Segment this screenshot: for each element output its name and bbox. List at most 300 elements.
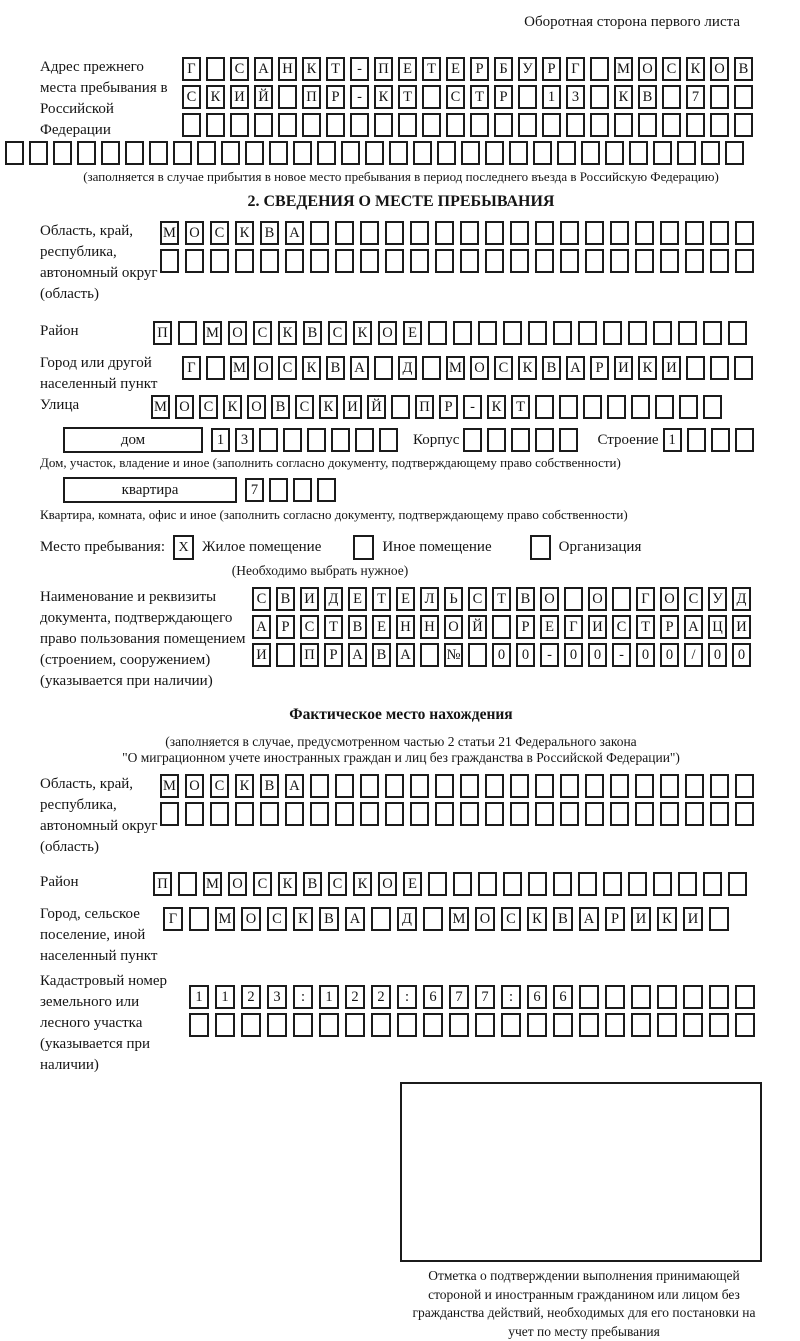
char-cell[interactable]: - <box>350 57 369 81</box>
char-cell[interactable]: 0 <box>708 643 727 667</box>
char-cell[interactable]: 0 <box>516 643 535 667</box>
char-cell[interactable]: К <box>302 356 321 380</box>
char-cell[interactable] <box>578 321 597 345</box>
char-cell[interactable]: 2 <box>345 985 365 1009</box>
char-cell[interactable] <box>178 321 197 345</box>
char-cell[interactable] <box>511 428 530 452</box>
char-cell[interactable]: А <box>579 907 599 931</box>
char-cell[interactable]: К <box>518 356 537 380</box>
char-cell[interactable]: Е <box>540 615 559 639</box>
char-cell[interactable] <box>585 221 604 245</box>
char-cell[interactable] <box>310 774 329 798</box>
char-cell[interactable]: С <box>612 615 631 639</box>
char-cell[interactable] <box>685 774 704 798</box>
char-cell[interactable] <box>278 113 297 137</box>
char-cell[interactable] <box>535 774 554 798</box>
char-cell[interactable]: И <box>683 907 703 931</box>
char-cell[interactable]: Е <box>398 57 417 81</box>
char-cell[interactable] <box>221 141 240 165</box>
char-cell[interactable] <box>410 802 429 826</box>
char-cell[interactable] <box>542 113 561 137</box>
char-cell[interactable] <box>341 141 360 165</box>
char-cell[interactable] <box>660 249 679 273</box>
char-cell[interactable]: В <box>372 643 391 667</box>
char-cell[interactable] <box>285 249 304 273</box>
char-cell[interactable] <box>494 113 513 137</box>
char-cell[interactable] <box>437 141 456 165</box>
char-cell[interactable]: К <box>278 872 297 896</box>
char-cell[interactable]: Р <box>324 643 343 667</box>
char-cell[interactable] <box>478 872 497 896</box>
char-cell[interactable] <box>710 249 729 273</box>
char-cell[interactable] <box>475 1013 495 1037</box>
char-cell[interactable] <box>310 802 329 826</box>
char-cell[interactable]: С <box>468 587 487 611</box>
char-cell[interactable] <box>391 395 410 419</box>
char-cell[interactable]: Г <box>566 57 585 81</box>
char-cell[interactable] <box>686 356 705 380</box>
char-cell[interactable]: С <box>253 872 272 896</box>
char-cell[interactable]: 6 <box>527 985 547 1009</box>
char-cell[interactable] <box>585 774 604 798</box>
char-cell[interactable]: А <box>396 643 415 667</box>
char-cell[interactable]: И <box>252 643 271 667</box>
char-cell[interactable] <box>293 478 312 502</box>
char-cell[interactable] <box>125 141 144 165</box>
char-cell[interactable] <box>703 395 722 419</box>
char-cell[interactable] <box>653 872 672 896</box>
char-cell[interactable]: Г <box>564 615 583 639</box>
char-cell[interactable] <box>206 57 225 81</box>
char-cell[interactable]: В <box>303 872 322 896</box>
char-cell[interactable] <box>560 774 579 798</box>
char-cell[interactable] <box>734 356 753 380</box>
char-cell[interactable]: О <box>710 57 729 81</box>
char-cell[interactable]: С <box>267 907 287 931</box>
char-cell[interactable]: 1 <box>542 85 561 109</box>
char-cell[interactable]: 1 <box>189 985 209 1009</box>
char-cell[interactable] <box>449 1013 469 1037</box>
char-cell[interactable]: Й <box>367 395 386 419</box>
char-cell[interactable] <box>355 428 374 452</box>
char-cell[interactable]: О <box>475 907 495 931</box>
char-cell[interactable] <box>385 221 404 245</box>
char-cell[interactable]: С <box>501 907 521 931</box>
char-cell[interactable]: С <box>494 356 513 380</box>
char-cell[interactable]: Р <box>470 57 489 81</box>
char-cell[interactable] <box>734 85 753 109</box>
char-cell[interactable]: П <box>300 643 319 667</box>
char-cell[interactable] <box>335 802 354 826</box>
char-cell[interactable]: 3 <box>235 428 254 452</box>
checkbox-residential[interactable]: X <box>173 535 194 560</box>
char-cell[interactable]: Ц <box>708 615 727 639</box>
char-cell[interactable] <box>379 428 398 452</box>
char-cell[interactable]: Й <box>254 85 273 109</box>
char-cell[interactable] <box>687 428 706 452</box>
char-cell[interactable]: Ь <box>444 587 463 611</box>
char-cell[interactable] <box>735 428 754 452</box>
char-cell[interactable]: П <box>302 85 321 109</box>
char-cell[interactable] <box>173 141 192 165</box>
char-cell[interactable]: 7 <box>449 985 469 1009</box>
char-cell[interactable]: О <box>247 395 266 419</box>
house-box[interactable]: дом <box>63 427 203 453</box>
char-cell[interactable]: П <box>153 321 172 345</box>
char-cell[interactable] <box>461 141 480 165</box>
char-cell[interactable] <box>510 249 529 273</box>
char-cell[interactable] <box>29 141 48 165</box>
char-cell[interactable]: О <box>470 356 489 380</box>
char-cell[interactable]: О <box>444 615 463 639</box>
char-cell[interactable] <box>709 1013 729 1037</box>
char-cell[interactable]: А <box>285 221 304 245</box>
char-cell[interactable]: Т <box>398 85 417 109</box>
char-cell[interactable]: 2 <box>241 985 261 1009</box>
char-cell[interactable] <box>365 141 384 165</box>
char-cell[interactable]: К <box>686 57 705 81</box>
char-cell[interactable]: Е <box>403 872 422 896</box>
checkbox-other-premises[interactable] <box>353 535 374 560</box>
char-cell[interactable] <box>735 802 754 826</box>
char-cell[interactable] <box>590 85 609 109</box>
char-cell[interactable] <box>709 985 729 1009</box>
char-cell[interactable]: О <box>254 356 273 380</box>
char-cell[interactable] <box>460 802 479 826</box>
char-cell[interactable] <box>331 428 350 452</box>
char-cell[interactable] <box>735 249 754 273</box>
char-cell[interactable] <box>302 113 321 137</box>
char-cell[interactable]: В <box>348 615 367 639</box>
char-cell[interactable]: Р <box>439 395 458 419</box>
char-cell[interactable] <box>317 141 336 165</box>
char-cell[interactable] <box>655 395 674 419</box>
char-cell[interactable] <box>345 1013 365 1037</box>
char-cell[interactable]: Г <box>182 57 201 81</box>
char-cell[interactable] <box>189 1013 209 1037</box>
char-cell[interactable] <box>371 1013 391 1037</box>
char-cell[interactable] <box>276 643 295 667</box>
char-cell[interactable]: К <box>206 85 225 109</box>
char-cell[interactable]: Е <box>446 57 465 81</box>
char-cell[interactable] <box>485 249 504 273</box>
char-cell[interactable] <box>463 428 482 452</box>
char-cell[interactable] <box>685 249 704 273</box>
char-cell[interactable] <box>260 802 279 826</box>
char-cell[interactable]: Т <box>326 57 345 81</box>
char-cell[interactable]: С <box>662 57 681 81</box>
char-cell[interactable]: 7 <box>686 85 705 109</box>
char-cell[interactable] <box>710 356 729 380</box>
char-cell[interactable] <box>335 249 354 273</box>
char-cell[interactable] <box>579 985 599 1009</box>
char-cell[interactable]: О <box>228 321 247 345</box>
char-cell[interactable]: В <box>276 587 295 611</box>
char-cell[interactable]: В <box>542 356 561 380</box>
char-cell[interactable] <box>578 872 597 896</box>
char-cell[interactable]: С <box>210 774 229 798</box>
char-cell[interactable]: В <box>319 907 339 931</box>
char-cell[interactable] <box>453 872 472 896</box>
char-cell[interactable]: М <box>449 907 469 931</box>
char-cell[interactable]: С <box>278 356 297 380</box>
char-cell[interactable]: К <box>374 85 393 109</box>
char-cell[interactable] <box>260 249 279 273</box>
char-cell[interactable]: О <box>175 395 194 419</box>
char-cell[interactable]: Р <box>605 907 625 931</box>
char-cell[interactable]: 3 <box>566 85 585 109</box>
char-cell[interactable]: Е <box>348 587 367 611</box>
char-cell[interactable] <box>197 141 216 165</box>
char-cell[interactable]: К <box>235 774 254 798</box>
char-cell[interactable] <box>710 113 729 137</box>
char-cell[interactable] <box>535 221 554 245</box>
char-cell[interactable]: Д <box>732 587 751 611</box>
char-cell[interactable] <box>725 141 744 165</box>
char-cell[interactable] <box>605 985 625 1009</box>
char-cell[interactable] <box>703 321 722 345</box>
char-cell[interactable] <box>590 57 609 81</box>
char-cell[interactable] <box>385 249 404 273</box>
char-cell[interactable]: К <box>638 356 657 380</box>
char-cell[interactable]: С <box>295 395 314 419</box>
char-cell[interactable] <box>660 802 679 826</box>
char-cell[interactable] <box>579 1013 599 1037</box>
char-cell[interactable]: В <box>260 221 279 245</box>
char-cell[interactable]: О <box>588 587 607 611</box>
char-cell[interactable]: Р <box>542 57 561 81</box>
char-cell[interactable]: К <box>657 907 677 931</box>
char-cell[interactable] <box>485 141 504 165</box>
char-cell[interactable]: 7 <box>475 985 495 1009</box>
char-cell[interactable] <box>509 141 528 165</box>
char-cell[interactable] <box>235 249 254 273</box>
char-cell[interactable] <box>77 141 96 165</box>
char-cell[interactable] <box>510 221 529 245</box>
char-cell[interactable] <box>610 802 629 826</box>
char-cell[interactable]: - <box>612 643 631 667</box>
char-cell[interactable] <box>269 141 288 165</box>
char-cell[interactable] <box>603 872 622 896</box>
char-cell[interactable] <box>360 774 379 798</box>
char-cell[interactable]: М <box>230 356 249 380</box>
char-cell[interactable] <box>590 113 609 137</box>
char-cell[interactable] <box>527 1013 547 1037</box>
char-cell[interactable]: 7 <box>245 478 264 502</box>
char-cell[interactable] <box>182 113 201 137</box>
char-cell[interactable]: М <box>614 57 633 81</box>
char-cell[interactable] <box>185 802 204 826</box>
char-cell[interactable]: 0 <box>492 643 511 667</box>
char-cell[interactable] <box>686 113 705 137</box>
char-cell[interactable]: А <box>350 356 369 380</box>
char-cell[interactable]: М <box>203 321 222 345</box>
char-cell[interactable] <box>206 356 225 380</box>
char-cell[interactable] <box>657 1013 677 1037</box>
char-cell[interactable] <box>422 85 441 109</box>
char-cell[interactable] <box>710 774 729 798</box>
char-cell[interactable] <box>631 1013 651 1037</box>
char-cell[interactable]: Н <box>278 57 297 81</box>
char-cell[interactable] <box>518 85 537 109</box>
char-cell[interactable]: Г <box>636 587 655 611</box>
char-cell[interactable] <box>350 113 369 137</box>
char-cell[interactable] <box>628 872 647 896</box>
char-cell[interactable] <box>460 221 479 245</box>
char-cell[interactable]: О <box>378 321 397 345</box>
char-cell[interactable] <box>230 113 249 137</box>
char-cell[interactable] <box>628 321 647 345</box>
char-cell[interactable] <box>533 141 552 165</box>
char-cell[interactable] <box>711 428 730 452</box>
char-cell[interactable]: - <box>540 643 559 667</box>
char-cell[interactable] <box>560 802 579 826</box>
char-cell[interactable] <box>371 907 391 931</box>
char-cell[interactable]: В <box>326 356 345 380</box>
char-cell[interactable]: Т <box>492 587 511 611</box>
char-cell[interactable]: - <box>350 85 369 109</box>
char-cell[interactable] <box>267 1013 287 1037</box>
char-cell[interactable] <box>683 1013 703 1037</box>
char-cell[interactable]: С <box>252 587 271 611</box>
char-cell[interactable]: Р <box>326 85 345 109</box>
char-cell[interactable] <box>709 907 729 931</box>
char-cell[interactable]: № <box>444 643 463 667</box>
char-cell[interactable]: : <box>397 985 417 1009</box>
char-cell[interactable] <box>728 321 747 345</box>
char-cell[interactable] <box>319 1013 339 1037</box>
char-cell[interactable] <box>5 141 24 165</box>
char-cell[interactable]: 0 <box>564 643 583 667</box>
char-cell[interactable] <box>310 221 329 245</box>
char-cell[interactable]: О <box>185 221 204 245</box>
char-cell[interactable]: И <box>662 356 681 380</box>
char-cell[interactable] <box>710 221 729 245</box>
char-cell[interactable]: К <box>223 395 242 419</box>
char-cell[interactable] <box>468 643 487 667</box>
char-cell[interactable]: 0 <box>588 643 607 667</box>
char-cell[interactable]: Е <box>372 615 391 639</box>
char-cell[interactable] <box>612 587 631 611</box>
char-cell[interactable]: : <box>293 985 313 1009</box>
char-cell[interactable]: С <box>182 85 201 109</box>
char-cell[interactable] <box>397 1013 417 1037</box>
char-cell[interactable] <box>283 428 302 452</box>
char-cell[interactable]: Н <box>420 615 439 639</box>
char-cell[interactable]: Т <box>470 85 489 109</box>
apartment-box[interactable]: квартира <box>63 477 237 503</box>
char-cell[interactable] <box>662 85 681 109</box>
char-cell[interactable] <box>235 802 254 826</box>
char-cell[interactable] <box>660 221 679 245</box>
char-cell[interactable]: М <box>215 907 235 931</box>
char-cell[interactable]: И <box>230 85 249 109</box>
char-cell[interactable]: И <box>631 907 651 931</box>
char-cell[interactable] <box>610 774 629 798</box>
char-cell[interactable] <box>610 249 629 273</box>
char-cell[interactable] <box>435 221 454 245</box>
char-cell[interactable]: О <box>228 872 247 896</box>
char-cell[interactable]: В <box>734 57 753 81</box>
char-cell[interactable] <box>423 907 443 931</box>
char-cell[interactable] <box>735 985 755 1009</box>
char-cell[interactable] <box>389 141 408 165</box>
char-cell[interactable] <box>485 221 504 245</box>
char-cell[interactable] <box>510 774 529 798</box>
char-cell[interactable] <box>317 478 336 502</box>
char-cell[interactable] <box>259 428 278 452</box>
char-cell[interactable] <box>728 872 747 896</box>
char-cell[interactable] <box>560 221 579 245</box>
char-cell[interactable]: О <box>660 587 679 611</box>
char-cell[interactable] <box>278 85 297 109</box>
char-cell[interactable] <box>410 249 429 273</box>
char-cell[interactable]: В <box>516 587 535 611</box>
char-cell[interactable] <box>428 321 447 345</box>
char-cell[interactable] <box>335 221 354 245</box>
char-cell[interactable] <box>685 221 704 245</box>
char-cell[interactable] <box>735 774 754 798</box>
char-cell[interactable]: 0 <box>660 643 679 667</box>
char-cell[interactable]: К <box>302 57 321 81</box>
char-cell[interactable] <box>564 587 583 611</box>
char-cell[interactable] <box>360 802 379 826</box>
char-cell[interactable]: А <box>566 356 585 380</box>
char-cell[interactable] <box>583 395 602 419</box>
char-cell[interactable]: О <box>185 774 204 798</box>
char-cell[interactable] <box>453 321 472 345</box>
char-cell[interactable] <box>710 802 729 826</box>
char-cell[interactable]: 1 <box>211 428 230 452</box>
char-cell[interactable] <box>215 1013 235 1037</box>
char-cell[interactable]: С <box>446 85 465 109</box>
char-cell[interactable] <box>603 321 622 345</box>
char-cell[interactable]: С <box>199 395 218 419</box>
char-cell[interactable] <box>629 141 648 165</box>
char-cell[interactable]: С <box>210 221 229 245</box>
char-cell[interactable] <box>460 249 479 273</box>
char-cell[interactable]: Е <box>403 321 422 345</box>
char-cell[interactable]: И <box>343 395 362 419</box>
char-cell[interactable] <box>510 802 529 826</box>
char-cell[interactable] <box>683 985 703 1009</box>
char-cell[interactable] <box>385 774 404 798</box>
char-cell[interactable] <box>653 141 672 165</box>
char-cell[interactable] <box>285 802 304 826</box>
char-cell[interactable]: С <box>684 587 703 611</box>
char-cell[interactable]: 0 <box>636 643 655 667</box>
char-cell[interactable] <box>610 221 629 245</box>
char-cell[interactable] <box>398 113 417 137</box>
char-cell[interactable] <box>478 321 497 345</box>
char-cell[interactable] <box>535 802 554 826</box>
char-cell[interactable]: К <box>319 395 338 419</box>
char-cell[interactable] <box>335 774 354 798</box>
char-cell[interactable] <box>560 249 579 273</box>
char-cell[interactable] <box>701 141 720 165</box>
char-cell[interactable] <box>518 113 537 137</box>
checkbox-organization[interactable] <box>530 535 551 560</box>
char-cell[interactable] <box>635 221 654 245</box>
char-cell[interactable]: К <box>614 85 633 109</box>
char-cell[interactable]: Л <box>420 587 439 611</box>
char-cell[interactable]: И <box>614 356 633 380</box>
char-cell[interactable] <box>360 221 379 245</box>
char-cell[interactable] <box>528 872 547 896</box>
char-cell[interactable]: О <box>540 587 559 611</box>
char-cell[interactable]: А <box>345 907 365 931</box>
char-cell[interactable] <box>189 907 209 931</box>
